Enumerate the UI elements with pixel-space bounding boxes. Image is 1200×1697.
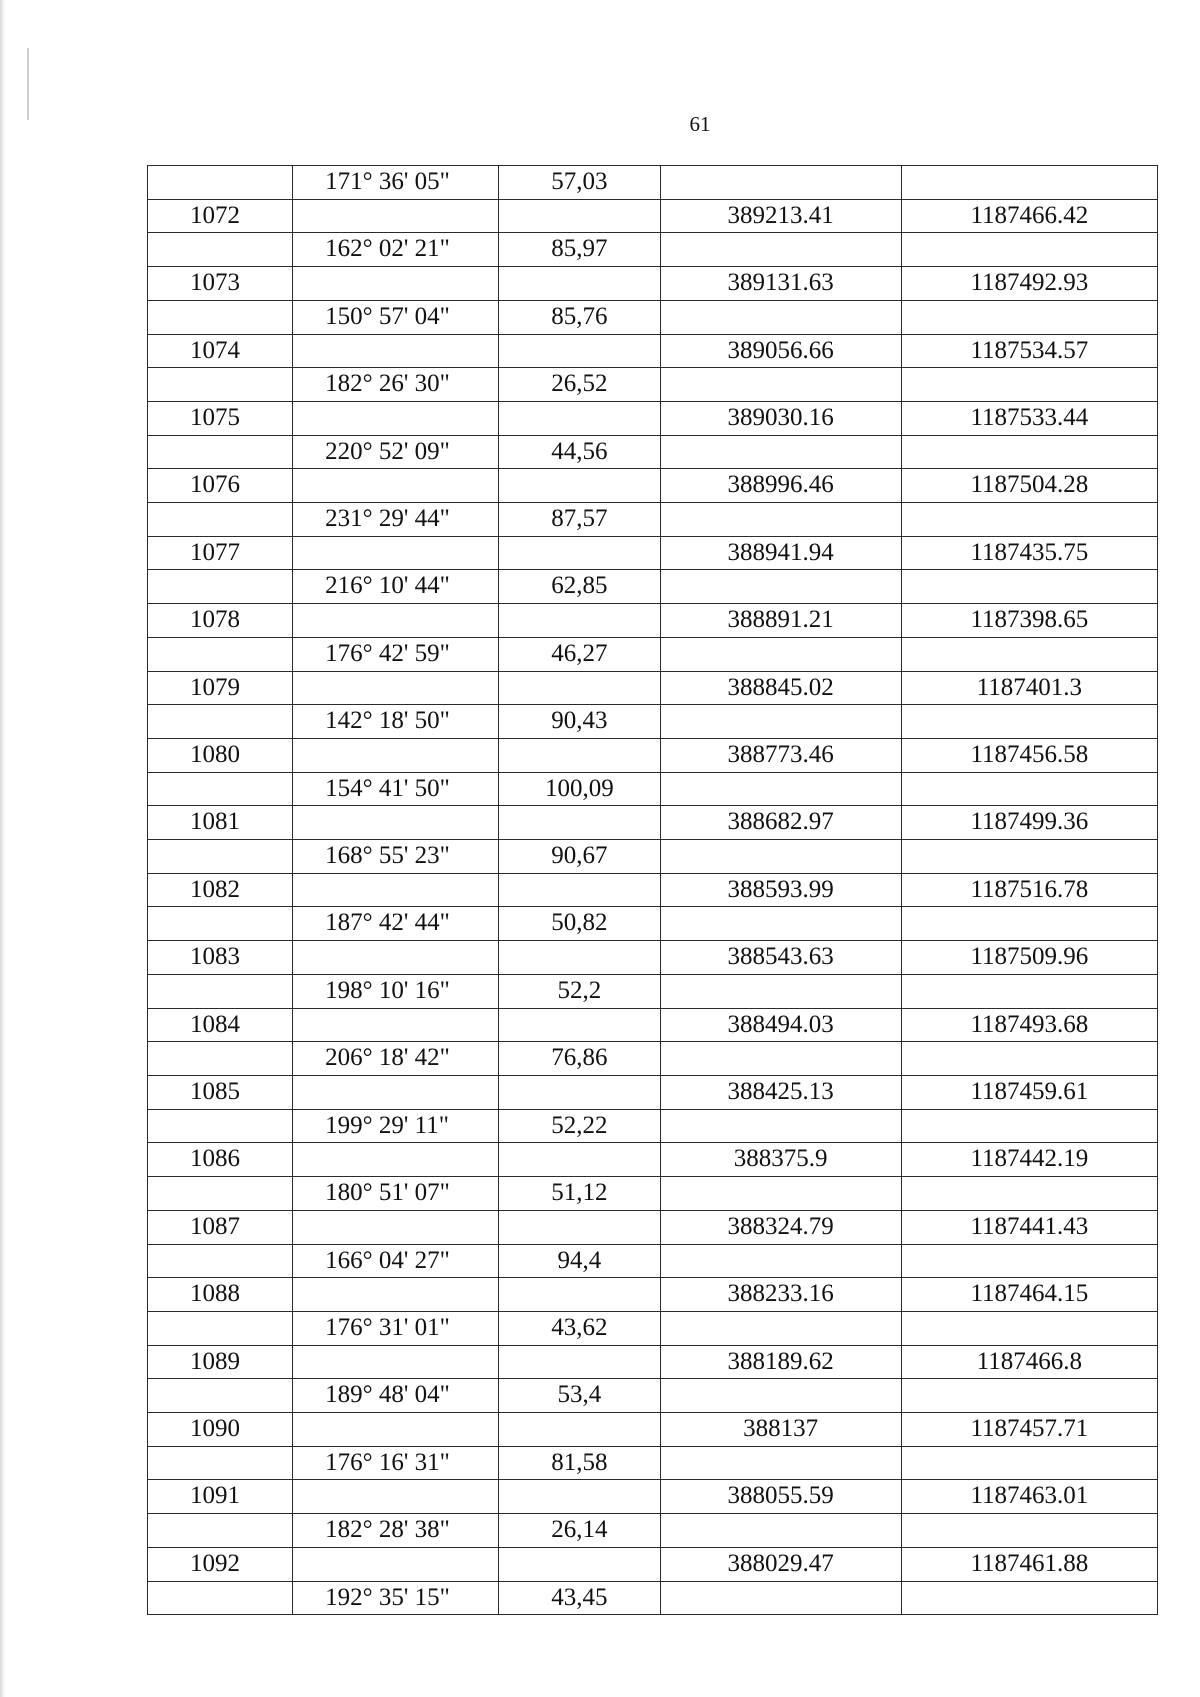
direction-angle-cell bbox=[293, 738, 499, 772]
direction-angle-cell bbox=[293, 1210, 499, 1244]
x-coordinate-cell bbox=[660, 1244, 901, 1278]
x-coordinate-cell bbox=[660, 503, 901, 537]
distance-cell: 43,62 bbox=[499, 1311, 660, 1345]
point-number-cell bbox=[148, 907, 293, 941]
table-row bbox=[148, 738, 1158, 772]
point-number-cell bbox=[148, 1581, 293, 1615]
y-coordinate-cell: 1187499.36 bbox=[901, 806, 1157, 840]
direction-angle-cell: 182° 28' 38" bbox=[293, 1514, 499, 1548]
y-coordinate-cell bbox=[901, 570, 1157, 604]
x-coordinate-cell bbox=[660, 368, 901, 402]
x-coordinate-cell bbox=[660, 1446, 901, 1480]
y-coordinate-cell: 1187493.68 bbox=[901, 1008, 1157, 1042]
distance-cell: 50,82 bbox=[499, 907, 660, 941]
direction-angle-cell: 176° 31' 01" bbox=[293, 1311, 499, 1345]
x-coordinate-cell: 389030.16 bbox=[660, 401, 901, 435]
table-row bbox=[148, 1345, 1158, 1379]
point-number-cell bbox=[148, 974, 293, 1008]
table-row bbox=[148, 166, 1158, 200]
point-number-cell: 1086 bbox=[148, 1143, 293, 1177]
point-number-cell bbox=[148, 233, 293, 267]
direction-angle-cell: 231° 29' 44" bbox=[293, 503, 499, 537]
point-number-cell bbox=[148, 1311, 293, 1345]
distance-cell bbox=[499, 267, 660, 301]
x-coordinate-cell: 388682.97 bbox=[660, 806, 901, 840]
x-coordinate-cell bbox=[660, 233, 901, 267]
x-coordinate-cell bbox=[660, 907, 901, 941]
point-number-cell bbox=[148, 1109, 293, 1143]
y-coordinate-cell: 1187504.28 bbox=[901, 469, 1157, 503]
table-row bbox=[148, 570, 1158, 604]
point-number-cell: 1074 bbox=[148, 334, 293, 368]
table-row bbox=[148, 300, 1158, 334]
distance-cell: 57,03 bbox=[499, 166, 660, 200]
point-number-cell bbox=[148, 772, 293, 806]
point-number-cell: 1081 bbox=[148, 806, 293, 840]
point-number-cell: 1092 bbox=[148, 1547, 293, 1581]
y-coordinate-cell bbox=[901, 1581, 1157, 1615]
coordinates-table bbox=[147, 165, 1158, 1615]
point-number-cell bbox=[148, 1177, 293, 1211]
table-row bbox=[148, 974, 1158, 1008]
x-coordinate-cell bbox=[660, 1581, 901, 1615]
distance-cell: 26,52 bbox=[499, 368, 660, 402]
direction-angle-cell bbox=[293, 1008, 499, 1042]
x-coordinate-cell bbox=[660, 637, 901, 671]
table-row bbox=[148, 1379, 1158, 1413]
distance-cell bbox=[499, 1143, 660, 1177]
table-row bbox=[148, 503, 1158, 537]
point-number-cell bbox=[148, 1446, 293, 1480]
table-row bbox=[148, 469, 1158, 503]
distance-cell: 90,43 bbox=[499, 705, 660, 739]
y-coordinate-cell bbox=[901, 974, 1157, 1008]
distance-cell: 51,12 bbox=[499, 1177, 660, 1211]
direction-angle-cell: 220° 52' 09" bbox=[293, 435, 499, 469]
point-number-cell: 1088 bbox=[148, 1278, 293, 1312]
y-coordinate-cell bbox=[901, 233, 1157, 267]
distance-cell: 46,27 bbox=[499, 637, 660, 671]
table-row bbox=[148, 1311, 1158, 1345]
y-coordinate-cell: 1187456.58 bbox=[901, 738, 1157, 772]
y-coordinate-cell: 1187534.57 bbox=[901, 334, 1157, 368]
point-number-cell: 1089 bbox=[148, 1345, 293, 1379]
y-coordinate-cell bbox=[901, 1042, 1157, 1076]
y-coordinate-cell: 1187442.19 bbox=[901, 1143, 1157, 1177]
y-coordinate-cell bbox=[901, 1244, 1157, 1278]
distance-cell bbox=[499, 1480, 660, 1514]
y-coordinate-cell bbox=[901, 300, 1157, 334]
distance-cell: 26,14 bbox=[499, 1514, 660, 1548]
table-row bbox=[148, 1514, 1158, 1548]
table-row bbox=[148, 1581, 1158, 1615]
direction-angle-cell: 198° 10' 16" bbox=[293, 974, 499, 1008]
y-coordinate-cell bbox=[901, 840, 1157, 874]
distance-cell: 85,97 bbox=[499, 233, 660, 267]
point-number-cell: 1084 bbox=[148, 1008, 293, 1042]
direction-angle-cell: 162° 02' 21" bbox=[293, 233, 499, 267]
point-number-cell: 1076 bbox=[148, 469, 293, 503]
y-coordinate-cell: 1187441.43 bbox=[901, 1210, 1157, 1244]
point-number-cell bbox=[148, 435, 293, 469]
y-coordinate-cell: 1187463.01 bbox=[901, 1480, 1157, 1514]
point-number-cell bbox=[148, 503, 293, 537]
y-coordinate-cell bbox=[901, 1379, 1157, 1413]
x-coordinate-cell bbox=[660, 1514, 901, 1548]
distance-cell bbox=[499, 536, 660, 570]
direction-angle-cell bbox=[293, 1547, 499, 1581]
distance-cell bbox=[499, 806, 660, 840]
distance-cell: 53,4 bbox=[499, 1379, 660, 1413]
point-number-cell: 1083 bbox=[148, 941, 293, 975]
x-coordinate-cell bbox=[660, 1109, 901, 1143]
y-coordinate-cell: 1187466.8 bbox=[901, 1345, 1157, 1379]
scan-mark bbox=[27, 48, 29, 120]
x-coordinate-cell: 388055.59 bbox=[660, 1480, 901, 1514]
direction-angle-cell bbox=[293, 469, 499, 503]
point-number-cell bbox=[148, 368, 293, 402]
y-coordinate-cell: 1187516.78 bbox=[901, 873, 1157, 907]
table-row bbox=[148, 907, 1158, 941]
direction-angle-cell: 182° 26' 30" bbox=[293, 368, 499, 402]
x-coordinate-cell: 389056.66 bbox=[660, 334, 901, 368]
table-row bbox=[148, 435, 1158, 469]
x-coordinate-cell bbox=[660, 974, 901, 1008]
distance-cell: 85,76 bbox=[499, 300, 660, 334]
y-coordinate-cell bbox=[901, 166, 1157, 200]
x-coordinate-cell bbox=[660, 166, 901, 200]
table-row bbox=[148, 1210, 1158, 1244]
distance-cell: 87,57 bbox=[499, 503, 660, 537]
distance-cell bbox=[499, 401, 660, 435]
table-row bbox=[148, 199, 1158, 233]
table-row bbox=[148, 1413, 1158, 1447]
point-number-cell bbox=[148, 705, 293, 739]
table-row bbox=[148, 401, 1158, 435]
table-row bbox=[148, 1244, 1158, 1278]
direction-angle-cell bbox=[293, 873, 499, 907]
y-coordinate-cell: 1187466.42 bbox=[901, 199, 1157, 233]
y-coordinate-cell: 1187492.93 bbox=[901, 267, 1157, 301]
distance-cell: 90,67 bbox=[499, 840, 660, 874]
y-coordinate-cell: 1187459.61 bbox=[901, 1075, 1157, 1109]
x-coordinate-cell bbox=[660, 1177, 901, 1211]
point-number-cell bbox=[148, 1514, 293, 1548]
table-row bbox=[148, 1480, 1158, 1514]
y-coordinate-cell bbox=[901, 1446, 1157, 1480]
table-row bbox=[148, 941, 1158, 975]
x-coordinate-cell: 388543.63 bbox=[660, 941, 901, 975]
distance-cell: 81,58 bbox=[499, 1446, 660, 1480]
direction-angle-cell bbox=[293, 199, 499, 233]
x-coordinate-cell bbox=[660, 1379, 901, 1413]
y-coordinate-cell bbox=[901, 503, 1157, 537]
point-number-cell: 1082 bbox=[148, 873, 293, 907]
table-row bbox=[148, 1547, 1158, 1581]
direction-angle-cell bbox=[293, 334, 499, 368]
x-coordinate-cell bbox=[660, 1311, 901, 1345]
point-number-cell bbox=[148, 300, 293, 334]
direction-angle-cell bbox=[293, 267, 499, 301]
table-row bbox=[148, 1042, 1158, 1076]
table-row bbox=[148, 1109, 1158, 1143]
distance-cell bbox=[499, 873, 660, 907]
page-number: 61 bbox=[689, 112, 711, 136]
x-coordinate-cell: 388891.21 bbox=[660, 604, 901, 638]
distance-cell bbox=[499, 1345, 660, 1379]
y-coordinate-cell: 1187464.15 bbox=[901, 1278, 1157, 1312]
direction-angle-cell: 142° 18' 50" bbox=[293, 705, 499, 739]
direction-angle-cell bbox=[293, 1413, 499, 1447]
point-number-cell bbox=[148, 166, 293, 200]
y-coordinate-cell: 1187457.71 bbox=[901, 1413, 1157, 1447]
distance-cell bbox=[499, 738, 660, 772]
y-coordinate-cell: 1187533.44 bbox=[901, 401, 1157, 435]
y-coordinate-cell bbox=[901, 705, 1157, 739]
distance-cell: 62,85 bbox=[499, 570, 660, 604]
table-row bbox=[148, 1075, 1158, 1109]
table-row bbox=[148, 267, 1158, 301]
point-number-cell: 1075 bbox=[148, 401, 293, 435]
distance-cell: 94,4 bbox=[499, 1244, 660, 1278]
x-coordinate-cell: 388941.94 bbox=[660, 536, 901, 570]
x-coordinate-cell: 388137 bbox=[660, 1413, 901, 1447]
table-row bbox=[148, 233, 1158, 267]
x-coordinate-cell: 388029.47 bbox=[660, 1547, 901, 1581]
y-coordinate-cell bbox=[901, 1177, 1157, 1211]
x-coordinate-cell bbox=[660, 300, 901, 334]
direction-angle-cell bbox=[293, 1143, 499, 1177]
x-coordinate-cell bbox=[660, 772, 901, 806]
direction-angle-cell: 166° 04' 27" bbox=[293, 1244, 499, 1278]
distance-cell: 100,09 bbox=[499, 772, 660, 806]
table-row bbox=[148, 604, 1158, 638]
y-coordinate-cell: 1187398.65 bbox=[901, 604, 1157, 638]
x-coordinate-cell: 388593.99 bbox=[660, 873, 901, 907]
point-number-cell bbox=[148, 637, 293, 671]
y-coordinate-cell bbox=[901, 1514, 1157, 1548]
direction-angle-cell: 171° 36' 05" bbox=[293, 166, 499, 200]
distance-cell: 43,45 bbox=[499, 1581, 660, 1615]
table-row bbox=[148, 334, 1158, 368]
distance-cell: 76,86 bbox=[499, 1042, 660, 1076]
distance-cell bbox=[499, 1413, 660, 1447]
distance-cell: 44,56 bbox=[499, 435, 660, 469]
distance-cell bbox=[499, 1547, 660, 1581]
y-coordinate-cell: 1187509.96 bbox=[901, 941, 1157, 975]
x-coordinate-cell: 388425.13 bbox=[660, 1075, 901, 1109]
point-number-cell: 1072 bbox=[148, 199, 293, 233]
point-number-cell: 1073 bbox=[148, 267, 293, 301]
distance-cell bbox=[499, 604, 660, 638]
direction-angle-cell: 189° 48' 04" bbox=[293, 1379, 499, 1413]
point-number-cell: 1090 bbox=[148, 1413, 293, 1447]
table-row bbox=[148, 536, 1158, 570]
y-coordinate-cell bbox=[901, 1109, 1157, 1143]
x-coordinate-cell: 388494.03 bbox=[660, 1008, 901, 1042]
table-row bbox=[148, 772, 1158, 806]
direction-angle-cell bbox=[293, 671, 499, 705]
distance-cell bbox=[499, 1008, 660, 1042]
x-coordinate-cell bbox=[660, 570, 901, 604]
direction-angle-cell bbox=[293, 604, 499, 638]
distance-cell: 52,22 bbox=[499, 1109, 660, 1143]
direction-angle-cell: 180° 51' 07" bbox=[293, 1177, 499, 1211]
y-coordinate-cell bbox=[901, 368, 1157, 402]
x-coordinate-cell: 388233.16 bbox=[660, 1278, 901, 1312]
point-number-cell: 1085 bbox=[148, 1075, 293, 1109]
table-row bbox=[148, 368, 1158, 402]
y-coordinate-cell: 1187401.3 bbox=[901, 671, 1157, 705]
point-number-cell bbox=[148, 1042, 293, 1076]
direction-angle-cell bbox=[293, 536, 499, 570]
point-number-cell: 1080 bbox=[148, 738, 293, 772]
direction-angle-cell bbox=[293, 1345, 499, 1379]
point-number-cell: 1079 bbox=[148, 671, 293, 705]
x-coordinate-cell: 388996.46 bbox=[660, 469, 901, 503]
table-row bbox=[148, 1008, 1158, 1042]
x-coordinate-cell: 388845.02 bbox=[660, 671, 901, 705]
direction-angle-cell bbox=[293, 941, 499, 975]
direction-angle-cell: 150° 57' 04" bbox=[293, 300, 499, 334]
direction-angle-cell bbox=[293, 1480, 499, 1514]
table-row bbox=[148, 1177, 1158, 1211]
x-coordinate-cell bbox=[660, 840, 901, 874]
distance-cell bbox=[499, 469, 660, 503]
direction-angle-cell: 176° 42' 59" bbox=[293, 637, 499, 671]
distance-cell bbox=[499, 671, 660, 705]
x-coordinate-cell bbox=[660, 1042, 901, 1076]
direction-angle-cell: 176° 16' 31" bbox=[293, 1446, 499, 1480]
direction-angle-cell: 199° 29' 11" bbox=[293, 1109, 499, 1143]
point-number-cell bbox=[148, 1379, 293, 1413]
y-coordinate-cell bbox=[901, 907, 1157, 941]
table-row bbox=[148, 1278, 1158, 1312]
y-coordinate-cell: 1187461.88 bbox=[901, 1547, 1157, 1581]
distance-cell bbox=[499, 941, 660, 975]
direction-angle-cell: 168° 55' 23" bbox=[293, 840, 499, 874]
table-row bbox=[148, 637, 1158, 671]
y-coordinate-cell bbox=[901, 435, 1157, 469]
direction-angle-cell bbox=[293, 401, 499, 435]
x-coordinate-cell: 388324.79 bbox=[660, 1210, 901, 1244]
direction-angle-cell: 206° 18' 42" bbox=[293, 1042, 499, 1076]
point-number-cell bbox=[148, 840, 293, 874]
y-coordinate-cell bbox=[901, 772, 1157, 806]
point-number-cell: 1078 bbox=[148, 604, 293, 638]
point-number-cell: 1077 bbox=[148, 536, 293, 570]
table-row bbox=[148, 806, 1158, 840]
x-coordinate-cell: 388189.62 bbox=[660, 1345, 901, 1379]
direction-angle-cell: 216° 10' 44" bbox=[293, 570, 499, 604]
distance-cell bbox=[499, 1278, 660, 1312]
x-coordinate-cell: 388375.9 bbox=[660, 1143, 901, 1177]
distance-cell bbox=[499, 199, 660, 233]
direction-angle-cell: 192° 35' 15" bbox=[293, 1581, 499, 1615]
x-coordinate-cell bbox=[660, 705, 901, 739]
table-row bbox=[148, 1446, 1158, 1480]
table-row bbox=[148, 705, 1158, 739]
direction-angle-cell bbox=[293, 1075, 499, 1109]
scan-edge-shadow bbox=[0, 0, 6, 1697]
direction-angle-cell: 154° 41' 50" bbox=[293, 772, 499, 806]
distance-cell bbox=[499, 1210, 660, 1244]
point-number-cell: 1091 bbox=[148, 1480, 293, 1514]
table-row bbox=[148, 1143, 1158, 1177]
distance-cell bbox=[499, 1075, 660, 1109]
table-row bbox=[148, 840, 1158, 874]
x-coordinate-cell: 389213.41 bbox=[660, 199, 901, 233]
point-number-cell bbox=[148, 1244, 293, 1278]
coordinates-table-body bbox=[148, 166, 1158, 1615]
distance-cell bbox=[499, 334, 660, 368]
table-row bbox=[148, 671, 1158, 705]
point-number-cell bbox=[148, 570, 293, 604]
x-coordinate-cell: 389131.63 bbox=[660, 267, 901, 301]
direction-angle-cell bbox=[293, 806, 499, 840]
y-coordinate-cell bbox=[901, 1311, 1157, 1345]
x-coordinate-cell: 388773.46 bbox=[660, 738, 901, 772]
table-row bbox=[148, 873, 1158, 907]
direction-angle-cell: 187° 42' 44" bbox=[293, 907, 499, 941]
y-coordinate-cell bbox=[901, 637, 1157, 671]
y-coordinate-cell: 1187435.75 bbox=[901, 536, 1157, 570]
distance-cell: 52,2 bbox=[499, 974, 660, 1008]
point-number-cell: 1087 bbox=[148, 1210, 293, 1244]
x-coordinate-cell bbox=[660, 435, 901, 469]
direction-angle-cell bbox=[293, 1278, 499, 1312]
